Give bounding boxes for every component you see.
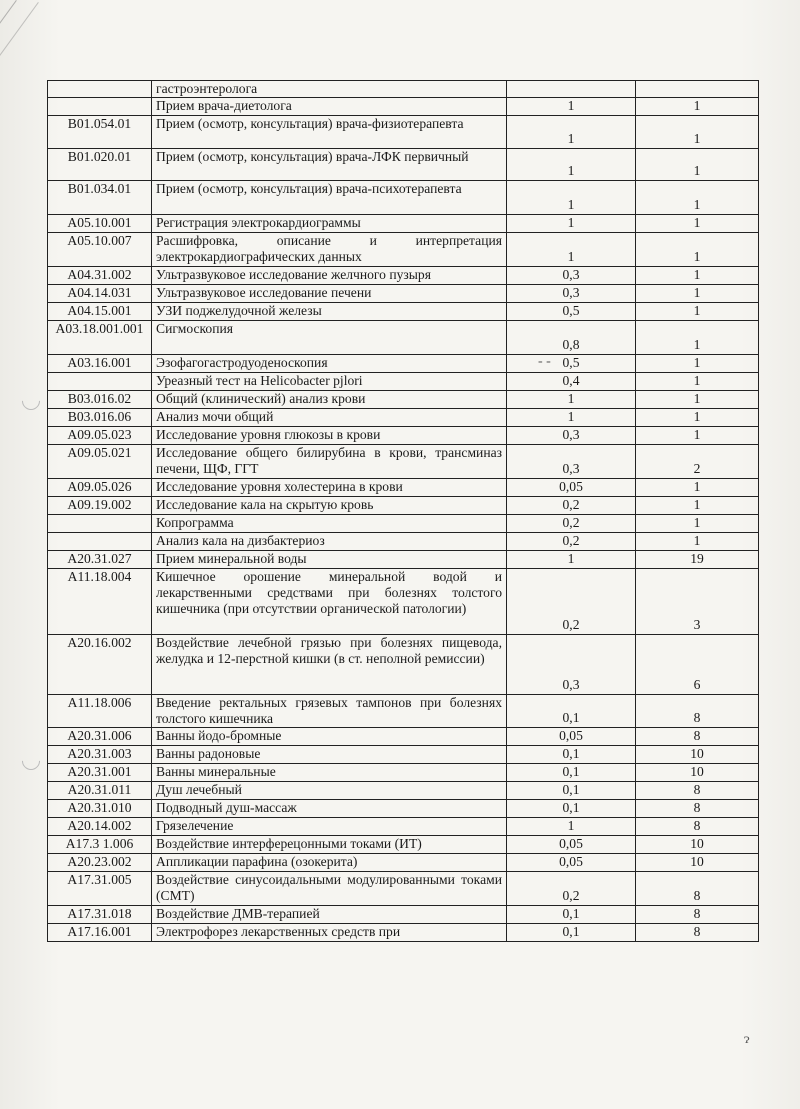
row-code — [48, 373, 152, 391]
table-row — [48, 551, 759, 569]
row-procedure-name: Прием врача-диетолога — [152, 98, 507, 116]
row-frequency: 1 — [507, 149, 636, 181]
table-row — [48, 116, 759, 149]
table-row — [48, 321, 759, 355]
table-row — [48, 836, 759, 854]
row-frequency: 0,1 — [507, 800, 636, 818]
table-row — [48, 515, 759, 533]
row-multiplicity: 8 — [636, 728, 759, 746]
row-code: A09.05.021 — [48, 445, 152, 479]
row-frequency: 0,8 — [507, 321, 636, 355]
row-procedure-name: Прием минеральной воды — [152, 551, 507, 569]
row-multiplicity: 1 — [636, 233, 759, 267]
row-frequency — [507, 81, 636, 98]
row-code: A09.19.002 — [48, 497, 152, 515]
row-multiplicity: 1 — [636, 533, 759, 551]
row-frequency: 0,2 — [507, 497, 636, 515]
table-row — [48, 924, 759, 942]
table-row — [48, 303, 759, 321]
row-frequency: 1 — [507, 233, 636, 267]
table-row — [48, 149, 759, 181]
row-code: A17.31.005 — [48, 872, 152, 906]
row-procedure-name: Анализ мочи общий — [152, 409, 507, 427]
row-procedure-name: Воздействие интерферецонными токами (ИТ) — [152, 836, 507, 854]
row-multiplicity: 3 — [636, 569, 759, 635]
pen-mark: - - — [538, 354, 551, 369]
row-frequency: 1 — [507, 818, 636, 836]
row-code: A20.14.002 — [48, 818, 152, 836]
row-procedure-name: Электрофорез лекарственных средств при — [152, 924, 507, 942]
table-row — [48, 355, 759, 373]
row-code: A11.18.004 — [48, 569, 152, 635]
row-procedure-name: Кишечное орошение минеральной водой и лекарственными средствами при болезнях толстого кишечника (при отсутствии органической патологии) — [152, 569, 507, 635]
row-multiplicity: 2 — [636, 445, 759, 479]
table-row — [48, 635, 759, 695]
row-multiplicity: 8 — [636, 906, 759, 924]
row-frequency: 1 — [507, 409, 636, 427]
row-frequency: 0,2 — [507, 872, 636, 906]
row-frequency: 0,5 — [507, 303, 636, 321]
row-multiplicity: 1 — [636, 497, 759, 515]
row-multiplicity: 8 — [636, 872, 759, 906]
row-procedure-name: Исследование кала на скрытую кровь — [152, 497, 507, 515]
row-procedure-name: Исследование уровня холестерина в крови — [152, 479, 507, 497]
row-procedure-name: Грязелечение — [152, 818, 507, 836]
row-code: B01.020.01 — [48, 149, 152, 181]
row-code: A20.31.001 — [48, 764, 152, 782]
row-code: A05.10.001 — [48, 215, 152, 233]
row-frequency: 0,1 — [507, 764, 636, 782]
row-frequency: 1 — [507, 391, 636, 409]
row-multiplicity: 1 — [636, 373, 759, 391]
row-multiplicity: 1 — [636, 321, 759, 355]
row-multiplicity: 10 — [636, 746, 759, 764]
table-row — [48, 391, 759, 409]
row-code: B03.016.02 — [48, 391, 152, 409]
row-frequency: 1 — [507, 98, 636, 116]
row-procedure-name: Исследование общего билирубина в крови, трансминаз печени, ЩФ, ГГТ — [152, 445, 507, 479]
table-row — [48, 427, 759, 445]
row-multiplicity: 1 — [636, 427, 759, 445]
table-row — [48, 800, 759, 818]
row-frequency: 0,5 — [507, 355, 636, 373]
row-procedure-name: Ультразвуковое исследование печени — [152, 285, 507, 303]
row-code: B01.034.01 — [48, 181, 152, 215]
row-frequency: 0,3 — [507, 427, 636, 445]
row-procedure-name: УЗИ поджелудочной железы — [152, 303, 507, 321]
row-multiplicity: 1 — [636, 215, 759, 233]
row-code: B03.016.06 — [48, 409, 152, 427]
table-row — [48, 569, 759, 635]
table-row — [48, 267, 759, 285]
row-frequency: 0,2 — [507, 533, 636, 551]
row-procedure-name: Ванны йодо-бромные — [152, 728, 507, 746]
row-code: A09.05.023 — [48, 427, 152, 445]
row-multiplicity: 8 — [636, 924, 759, 942]
table-row — [48, 695, 759, 728]
row-frequency: 0,3 — [507, 285, 636, 303]
row-multiplicity: 19 — [636, 551, 759, 569]
row-frequency: 1 — [507, 551, 636, 569]
row-multiplicity: 1 — [636, 409, 759, 427]
row-frequency: 0,2 — [507, 515, 636, 533]
row-multiplicity: 10 — [636, 854, 759, 872]
table-row — [48, 533, 759, 551]
table-row — [48, 98, 759, 116]
row-frequency: 1 — [507, 116, 636, 149]
row-multiplicity: 1 — [636, 285, 759, 303]
row-code: A20.23.002 — [48, 854, 152, 872]
row-procedure-name: Расшифровка, описание и интерпретация электрокардиографических данных — [152, 233, 507, 267]
row-code: A20.31.003 — [48, 746, 152, 764]
row-code — [48, 515, 152, 533]
row-code: A20.31.027 — [48, 551, 152, 569]
table-row — [48, 479, 759, 497]
row-code: A03.18.001.001 — [48, 321, 152, 355]
row-procedure-name: Регистрация электрокардиограммы — [152, 215, 507, 233]
row-frequency: 0,3 — [507, 267, 636, 285]
row-frequency: 0,3 — [507, 445, 636, 479]
table-row — [48, 409, 759, 427]
table-row — [48, 764, 759, 782]
row-frequency: 0,05 — [507, 728, 636, 746]
row-multiplicity: 8 — [636, 782, 759, 800]
table-row — [48, 373, 759, 391]
procedures-table — [47, 80, 759, 942]
row-procedure-name: Общий (клинический) анализ крови — [152, 391, 507, 409]
row-frequency: 0,4 — [507, 373, 636, 391]
row-multiplicity: 6 — [636, 635, 759, 695]
row-code: A03.16.001 — [48, 355, 152, 373]
row-multiplicity: 8 — [636, 695, 759, 728]
row-multiplicity: 1 — [636, 391, 759, 409]
row-code: A20.31.010 — [48, 800, 152, 818]
row-code: A04.14.031 — [48, 285, 152, 303]
row-frequency: 0,3 — [507, 635, 636, 695]
row-frequency: 0,1 — [507, 746, 636, 764]
row-code: B01.054.01 — [48, 116, 152, 149]
row-frequency: 0,1 — [507, 924, 636, 942]
row-code: A17.16.001 — [48, 924, 152, 942]
row-code: A17.31.018 — [48, 906, 152, 924]
table-row — [48, 215, 759, 233]
row-procedure-name: Воздействие ДМВ-терапией — [152, 906, 507, 924]
row-multiplicity: 8 — [636, 818, 759, 836]
row-procedure-name: Исследование уровня глюкозы в крови — [152, 427, 507, 445]
row-procedure-name: Эзофагогастродуоденоскопия — [152, 355, 507, 373]
row-procedure-name: Подводный душ-массаж — [152, 800, 507, 818]
row-frequency: 1 — [507, 181, 636, 215]
row-multiplicity: 1 — [636, 181, 759, 215]
row-procedure-name: Прием (осмотр, консультация) врача-ЛФК первичный — [152, 149, 507, 181]
pen-mark: ɂ — [744, 1032, 750, 1047]
row-code — [48, 81, 152, 98]
row-procedure-name: Введение ректальных грязевых тампонов при болезнях толстого кишечника — [152, 695, 507, 728]
table-row — [48, 81, 759, 98]
row-multiplicity: 8 — [636, 800, 759, 818]
row-multiplicity: 1 — [636, 515, 759, 533]
row-code: A09.05.026 — [48, 479, 152, 497]
row-frequency: 1 — [507, 215, 636, 233]
table-row — [48, 285, 759, 303]
row-multiplicity: 1 — [636, 355, 759, 373]
row-code: A05.10.007 — [48, 233, 152, 267]
row-code: A04.15.001 — [48, 303, 152, 321]
row-procedure-name: Ванны радоновые — [152, 746, 507, 764]
row-multiplicity: 1 — [636, 303, 759, 321]
row-procedure-name: Прием (осмотр, консультация) врача-психотерапевта — [152, 181, 507, 215]
row-procedure-name: Уреазный тест на Helicobacter pjlori — [152, 373, 507, 391]
table-row — [48, 728, 759, 746]
row-frequency: 0,05 — [507, 479, 636, 497]
table-row — [48, 746, 759, 764]
row-code: A04.31.002 — [48, 267, 152, 285]
row-multiplicity: 1 — [636, 149, 759, 181]
row-code: A20.16.002 — [48, 635, 152, 695]
table-row — [48, 872, 759, 906]
row-multiplicity: 1 — [636, 267, 759, 285]
procedures-table-body — [48, 81, 759, 942]
row-multiplicity: 1 — [636, 479, 759, 497]
row-code: A20.31.006 — [48, 728, 152, 746]
row-frequency: 0,1 — [507, 695, 636, 728]
row-frequency: 0,2 — [507, 569, 636, 635]
row-multiplicity: 1 — [636, 116, 759, 149]
table-row — [48, 854, 759, 872]
table-row — [48, 181, 759, 215]
row-procedure-name: Аппликации парафина (озокерита) — [152, 854, 507, 872]
row-multiplicity: 10 — [636, 764, 759, 782]
table-row — [48, 906, 759, 924]
row-frequency: 0,05 — [507, 836, 636, 854]
row-procedure-name: Сигмоскопия — [152, 321, 507, 355]
row-frequency: 0,1 — [507, 782, 636, 800]
row-multiplicity: 1 — [636, 98, 759, 116]
table-row — [48, 445, 759, 479]
table-row — [48, 782, 759, 800]
row-code: A17.3 1.006 — [48, 836, 152, 854]
row-multiplicity: 10 — [636, 836, 759, 854]
row-procedure-name: Прием (осмотр, консультация) врача-физиотерапевта — [152, 116, 507, 149]
row-code: A11.18.006 — [48, 695, 152, 728]
row-procedure-name: Душ лечебный — [152, 782, 507, 800]
table-row — [48, 233, 759, 267]
row-code — [48, 98, 152, 116]
row-procedure-name: Копрограмма — [152, 515, 507, 533]
row-frequency: 0,1 — [507, 906, 636, 924]
row-procedure-name: Воздействие лечебной грязью при болезнях пищевода, желудка и 12-перстной кишки (в ст. неполной ремиссии) — [152, 635, 507, 695]
row-procedure-name: Ультразвуковое исследование желчного пузыря — [152, 267, 507, 285]
row-procedure-name: Ванны минеральные — [152, 764, 507, 782]
row-procedure-name: гастроэнтеролога — [152, 81, 507, 98]
table-row — [48, 497, 759, 515]
row-procedure-name: Анализ кала на дизбактериоз — [152, 533, 507, 551]
row-procedure-name: Воздействие синусоидальными модулированными токами (СМТ) — [152, 872, 507, 906]
table-row — [48, 818, 759, 836]
row-code: A20.31.011 — [48, 782, 152, 800]
row-multiplicity — [636, 81, 759, 98]
row-frequency: 0,05 — [507, 854, 636, 872]
row-code — [48, 533, 152, 551]
